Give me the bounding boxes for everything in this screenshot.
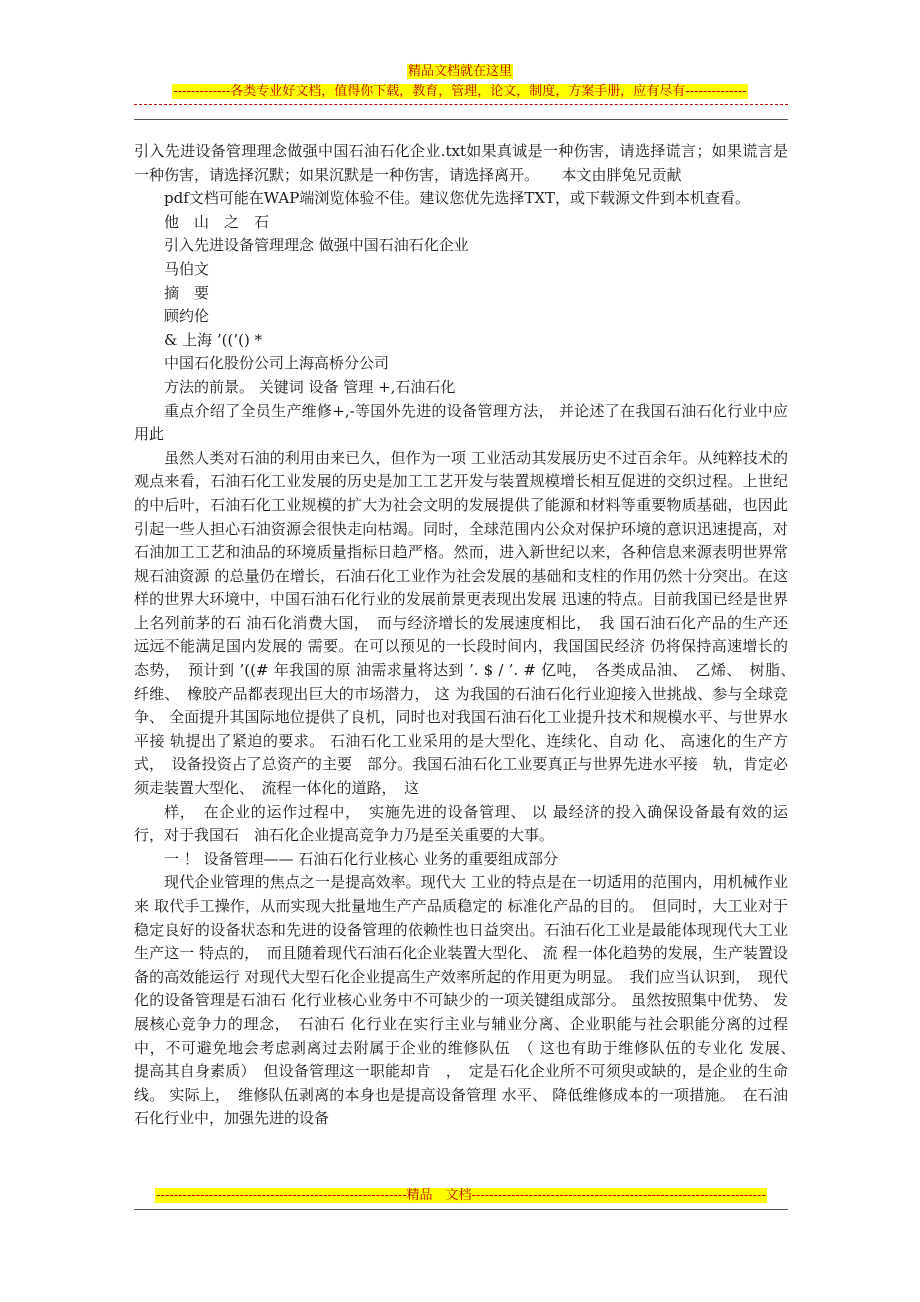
abstract-label: 摘 要 — [164, 283, 210, 302]
affiliation: 中国石化股份公司上海高桥分公司 — [164, 354, 390, 373]
keywords-line: 方法的前景。 关键词 设备 管理 +,石油石化 — [164, 377, 456, 396]
header-divider — [134, 119, 788, 120]
body-paragraph-3: 现代企业管理的焦点之一是提高效率。现代大 工业的特点是在一切适用的范围内，用机械作业来 取代手工操作，从而实现大批量地生产产品质稳定的 标准化产品的目的。 但同时，大工业对于稳定良好的设备状态和先进的设备管理的依赖性也日益突出。石油石化工业是最能体现现代大工业生产这一 特点的， 而且随着现代石油石化企业装置大型化、 流 程一体化趋势的发展，生产装置设备的高效能运行 对现代大型石化企业提高生产效率所起的作用更为明显。 我们应当认识到， 现代化的设备管理是石油石 化行业核心业务中不可缺少的一项关键组成部分。 虽然按照集中优势、 发展核心竞争力的理念， 石油石 化行业在实行主业与辅业分离、企业职能与社会职能分离的过程中，不可避免地会考虑剥离过去附属于企业的维修队伍 （ 这也有助于维修队伍的专业化 发展、 提高其自身素质） 但设备管理这一职能却肯 ， 定是石化企业所不可须臾或缺的，是企业的生命 线。 实际上， 维修队伍剥离的本身也是提高设备管理 水平、 降低维修成本的一项措施。 在石油石化行业中，加强先进的设备 — [134, 873, 804, 1128]
body-paragraph-2: 样， 在企业的运作过程中， 实施先进的设备管理、 以 最经济的投入确保设备最有效的运行，对于我国石 油石化企业提高竞争力乃是至关重要的大事。 — [134, 802, 788, 845]
footer-divider — [134, 1209, 788, 1210]
page-header — [0, 62, 920, 102]
document-body — [134, 140, 804, 1131]
page-footer — [134, 1187, 788, 1205]
co-author-name: 顾约伦 — [164, 307, 210, 326]
header-tagline-line — [0, 82, 920, 102]
header-dashed-divider — [134, 104, 788, 105]
section-heading-1: 一 ！ 设备管理—— 石油石化行业核心 业务的重要组成部分 — [164, 849, 559, 868]
intro-paragraph: 引入先进设备管理理念做强中国石油石化企业.txt如果真诚是一种伤害，请选择谎言；如果谎言是一种伤害，请选择沉默；如果沉默是一种伤害，请选择离开。 本文由胖兔兄贡献 — [134, 142, 788, 184]
garbled-line: & 上海 ’((’() * — [164, 330, 263, 349]
body-paragraph-1: 虽然人类对石油的利用由来已久，但作为一项 工业活动其发展历史不过百余年。从纯粹技术的观点来看，石油石化工业发展的历史是加工工艺开发与装置规模增长相互促进的交织过程。上世纪的中后叶，石油石化工业规模的扩大为社会文明的发展提供了能源和材料等重要物质基础，也因此引起一些人担心石油资源会很快走向枯竭。同时，全球范围内公众对保护环境的意识迅速提高，对石油加工工艺和油品的环境质量指标日趋严格。然而，进入新世纪以来，各种信息来源表明世界常规石油资源 的总量仍在增长，石油石化工业作为社会发展的基础和支柱的作用仍然十分突出。在这样的世界大环境中，中国石油石化行业的发展前景更表现出发展 迅速的特点。目前我国已经是世界上名列前茅的石 油石化消费大国， 而与经济增长的发展速度相比， 我 国石油石化产品的生产还远远不能满足国内发展的 需要。在可以预见的一长段时间内，我国国民经济 仍将保持高速增长的态势， 预计到 ’((# 年我国的原 油需求量将达到 ’. $ / ’. # 亿吨， 各类成品油、 乙烯、 树脂、 纤维、 橡胶产品都表现出巨大的市场潜力， 这 为我国的石油石化行业迎接入世挑战、参与全球竞 争、 全面提升其国际地位提供了良机，同时也对我国石油石化工业提升技术和规模水平、与世界水平接 轨提出了紧迫的要求。 石油石化工业采用的是大型化、连续化、自动 化、 高速化的生产方式， 设备投资占了总资产的主要 部分。我国石油石化工业要真正与世界先进水平接 轨，肯定必须走装置大型化、 流程一体化的道路， 这 — [134, 448, 804, 798]
article-title: 引入先进设备管理理念 做强中国石油石化企业 — [164, 236, 469, 255]
header-title: 精品文档就在这里 — [407, 64, 512, 79]
pdf-note: pdf文档可能在WAP端浏览体验不佳。建议您优先选择TXT，或下载源文件到本机查看。 — [164, 189, 751, 208]
summary-paragraph: 重点介绍了全员生产维修+,-等国外先进的设备管理方法， 并论述了在我国石油石化行业中应用此 — [134, 401, 788, 444]
author-name: 马伯文 — [164, 259, 210, 278]
header-tagline: -------------各类专业好文档，值得你下载，教育，管理，论文，制度，方案手册，应有尽有-------------- — [173, 84, 747, 99]
column-name: 他 山 之 石 — [164, 212, 270, 231]
footer-text: ---------------------------------------------------------精品 文档------------------------------------------------------------------- — [156, 1188, 766, 1203]
header-title-line — [0, 62, 920, 82]
